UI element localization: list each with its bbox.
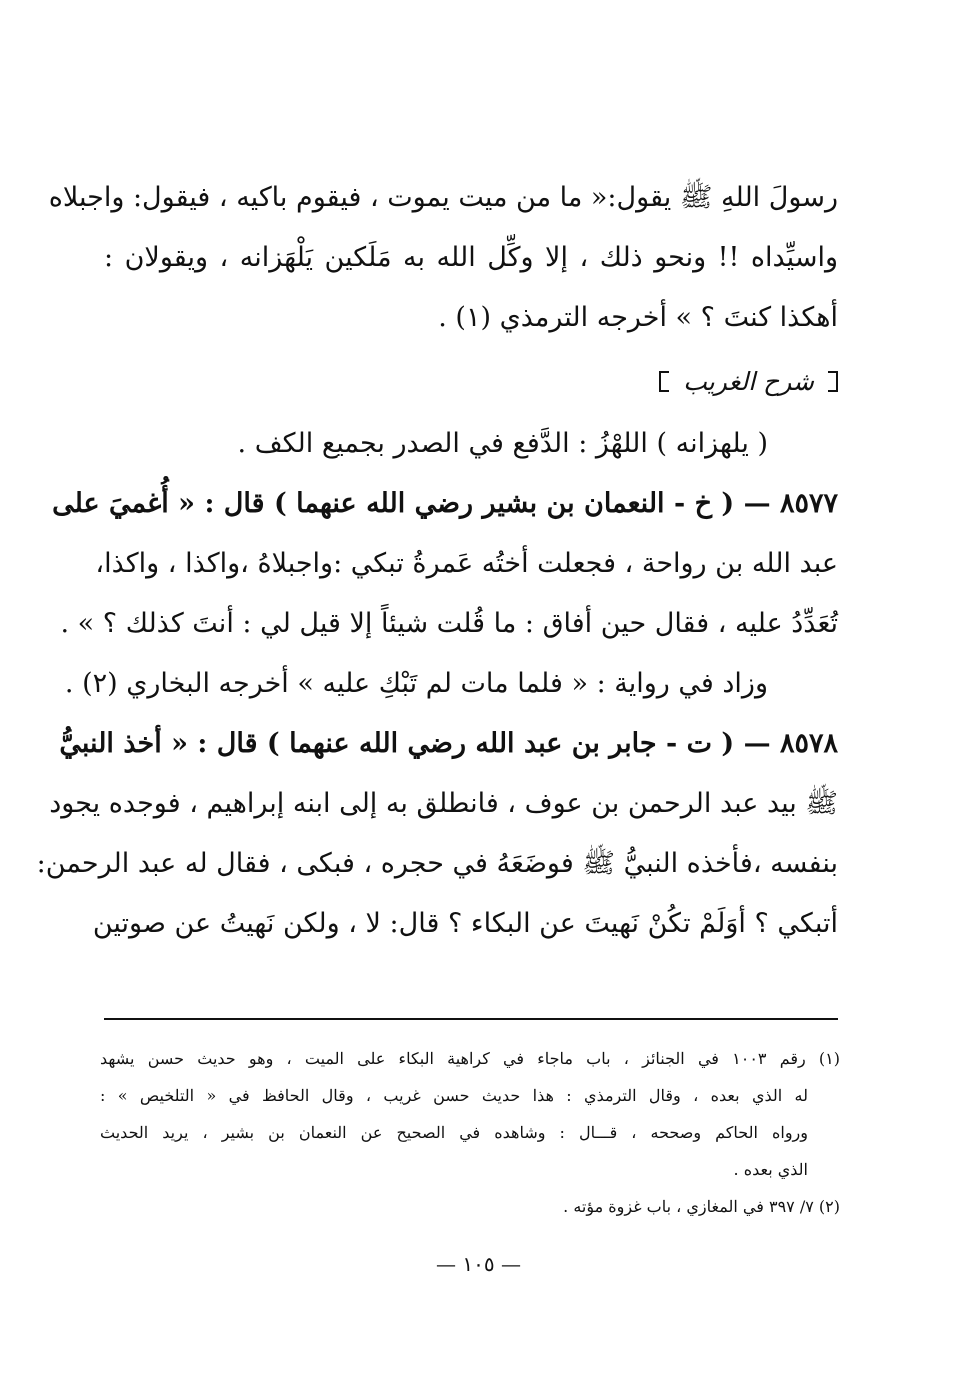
hadith-8577-line: عبد الله بن رواحة ، فجعلت أختُه عَمرةُ تبكي :واجبلاهُ ،واكذا ، واكذا، xyxy=(95,548,838,579)
gloss-line: ( يلهزانه ) اللهْزُ : الدَّفع في الصدر بجميع الكف . xyxy=(237,428,768,459)
page-number: — ١٠٥ — xyxy=(436,1252,521,1276)
footnote-line: الذي بعده . xyxy=(733,1160,808,1179)
footnote-line: ورواه الحاكم وصححه ، قـــال : وشاهده في الصحيح عن النعمان بن بشير ، يريد الحديث xyxy=(100,1123,808,1142)
footnote-line: له الذي بعده ، وقال الترمذي : هذا حديث حسن غريب ، وقال الحافظ في « التلخيص » : xyxy=(100,1086,808,1105)
footnote-line: (٢) ٧/ ٣٩٧ في المغازي ، باب غزوة مؤته . xyxy=(563,1197,840,1216)
section-heading: شرح الغريب xyxy=(659,367,838,396)
footnote-divider xyxy=(104,1018,838,1020)
hadith-8578-line: ٨٥٧٨ — ( ت - جابر بن عبد الله رضي الله عنهما ) قال : « أخذ النبيُّ xyxy=(59,728,838,759)
hadith-8578-line: ﷺ بيد عبد الرحمن بن عوف ، فانطلق به إلى ابنه إبراهيم ، فوجده يجود xyxy=(49,788,838,819)
section-heading-box xyxy=(104,348,838,414)
riwaya-line: وزاد في رواية : « فلما مات لم تَبْكِ عليه » أخرجه البخاري (٢) . xyxy=(64,668,768,699)
hadith-8577-line: تُعَدِّدُ عليه ، فقال حين أفاق : ما قُلت شيئاً إلا قيل لي : أنتَ كذلك ؟ » . xyxy=(60,608,838,639)
footnote-line: (١) رقم ١٠٠٣ في الجنائز ، باب ماجاء في كراهية البكاء على الميت ، وهو حديث حسن يشهد xyxy=(100,1049,840,1068)
hadith-8578-line: بنفسه ،فأخذه النبيُّ ﷺ فوضَعَهُ في حجره ، فبكى ، فقال له عبد الرحمن: xyxy=(36,848,838,879)
text-line: رسولَ اللهِ ﷺ يقول:« ما من ميت يموت ، فيقوم باكيه ، فيقول: واجبلاه xyxy=(48,182,838,213)
text-line: أهكذا كنتَ ؟ » أخرجه الترمذي (١) . xyxy=(438,302,838,333)
hadith-8577-line: ٨٥٧٧ — ( خ - النعمان بن بشير رضي الله عنهما ) قال : « أُغميَ على xyxy=(52,488,838,519)
text-line: واسيِّداه !! ونحو ذلك ، إلا وكِّل الله به مَلَكين يَلْهَزانه ، ويقولان : xyxy=(104,242,838,273)
footnotes xyxy=(100,1040,840,1225)
main-text xyxy=(36,168,838,954)
hadith-8578-line: أتبكي ؟ أوَلَمْ تكُنْ نَهيتَ عن البكاء ؟ قال: لا ، ولكن نَهيتُ عن صوتين xyxy=(92,908,838,939)
